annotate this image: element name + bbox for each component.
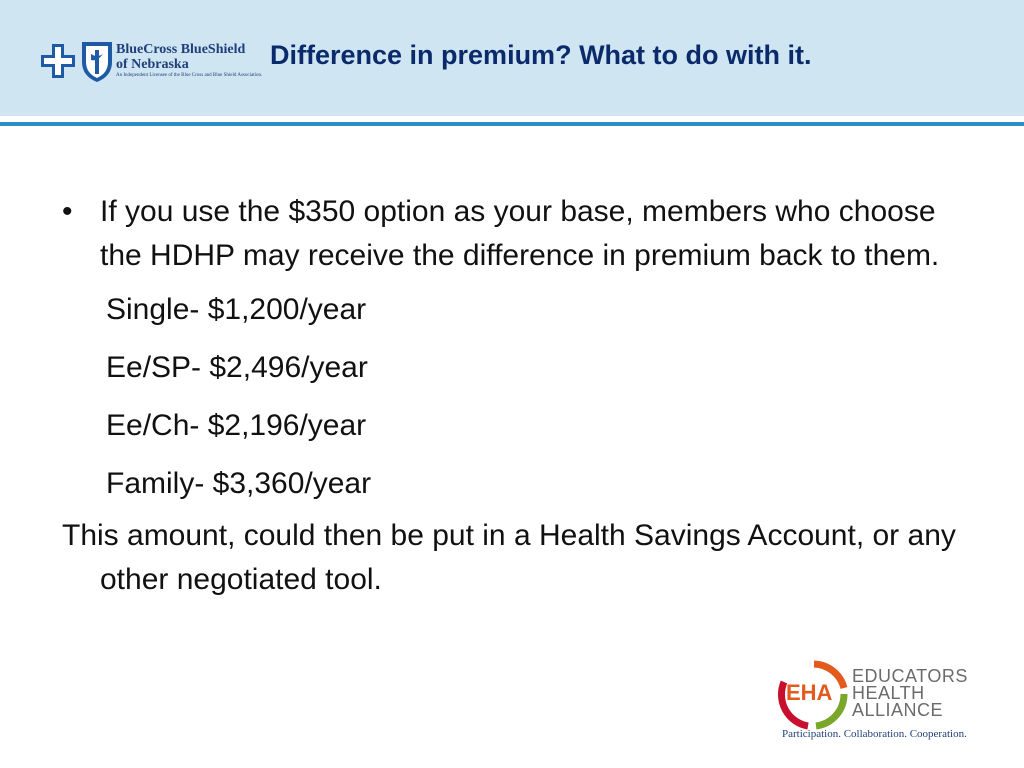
bcbs-logo-name (116, 42, 245, 72)
bcbs-logo-tagline: An Independent Licensee of the Blue Cross and Blue Shield Association. (116, 73, 263, 78)
eha-monogram: EHA (786, 680, 833, 705)
eha-word-1: EDUCATORS (852, 666, 968, 686)
premium-line-ee-ch: Ee/Ch- $2,196/year (106, 409, 367, 442)
blue-cross-icon (41, 44, 75, 78)
eha-wordmark (852, 668, 968, 719)
bullet-item (62, 190, 962, 278)
bcbs-name-line1: BlueCross BlueShield (116, 42, 246, 57)
premium-line-single: Single- $1,200/year (106, 293, 367, 326)
eha-tagline: Participation. Collaboration. Cooperation. (782, 728, 967, 740)
slide-title: Difference in premium? What to do with it. (270, 40, 812, 70)
blue-shield-icon (82, 42, 112, 82)
slide-body (62, 190, 962, 602)
header-divider (0, 122, 1024, 126)
bcbs-name-line2: of Nebraska (116, 57, 189, 72)
premium-line-ee-sp: Ee/SP- $2,496/year (106, 351, 368, 384)
closing-text: This amount, could then be put in a Health Savings Account, or any other negotiated tool. (62, 519, 956, 596)
eha-word-3: ALLIANCE (852, 700, 944, 720)
bullet-text: If you use the $350 option as your base, members who choose the HDHP may receive the difference in premium back to them. (100, 195, 940, 272)
eha-word-2: HEALTH (852, 683, 925, 703)
premium-line-family: Family- $3,360/year (106, 467, 372, 500)
bullet-icon: • (62, 195, 73, 228)
